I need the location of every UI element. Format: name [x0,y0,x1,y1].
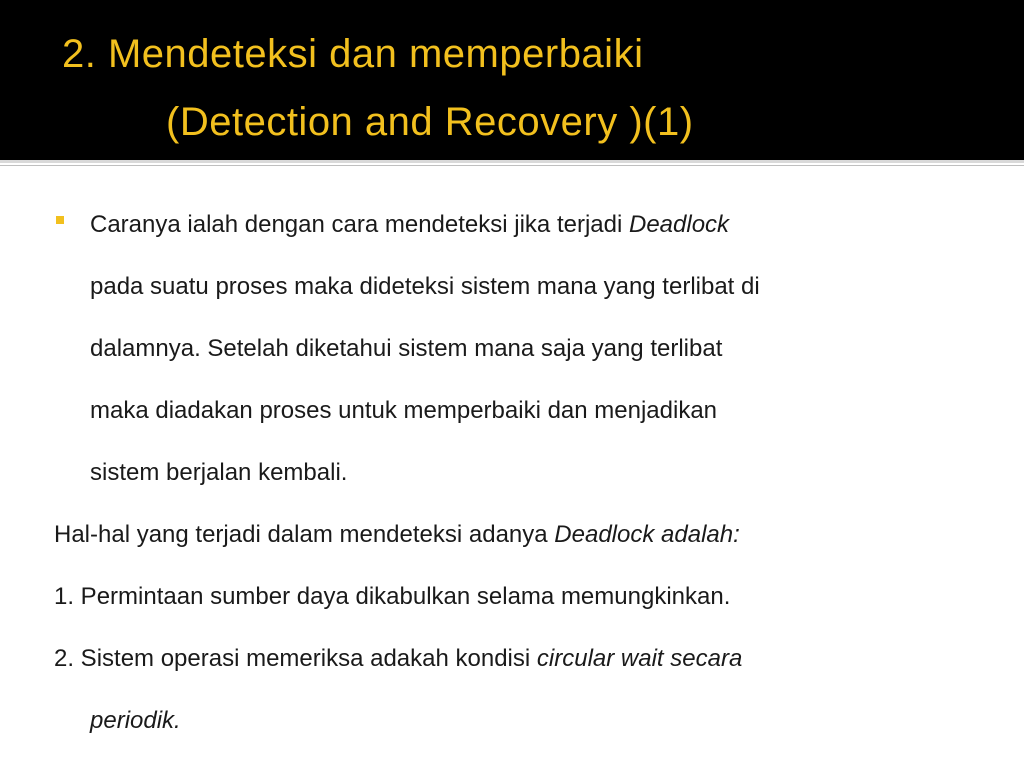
list-item-2-text: 2. Sistem operasi memeriksa adakah kondisi [54,645,537,672]
paragraph-line [54,520,740,550]
list-item-1: 1. Permintaan sumber daya dikabulkan selama memungkinkan. [54,583,731,610]
bullet-text: Caranya ialah dengan cara mendeteksi jika terjadi [90,211,629,238]
title-bar [0,0,1024,160]
list-item-2 [54,644,742,674]
bullet-square-icon [56,216,64,224]
bullet-line-5: sistem berjalan kembali. [90,459,348,486]
bullet-line-4: maka diadakan proses untuk memperbaiki dan menjadikan [90,397,718,424]
bullet-line-2: pada suatu proses maka dideteksi sistem mana yang terlibat di [90,273,760,300]
slide-title-line-1: 2. Mendeteksi dan memperbaiki [62,32,644,76]
bullet-emphasis: Deadlock [628,211,730,238]
paragraph-emphasis: Deadlock adalah: [554,521,740,548]
title-divider-thin [0,165,1024,166]
list-item-2-emphasis: circular wait secara [536,645,743,672]
slide-title-line-2: (Detection and Recovery )(1) [166,100,694,144]
bullet-line-1 [90,210,729,240]
paragraph-text: Hal-hal yang terjadi dalam mendeteksi adanya [54,521,555,548]
list-item-2-continued [90,706,181,736]
list-item-2-emphasis-cont: periodik. [90,707,181,734]
title-divider [0,160,1024,163]
bullet-line-3: dalamnya. Setelah diketahui sistem mana saja yang terlibat [90,335,723,362]
